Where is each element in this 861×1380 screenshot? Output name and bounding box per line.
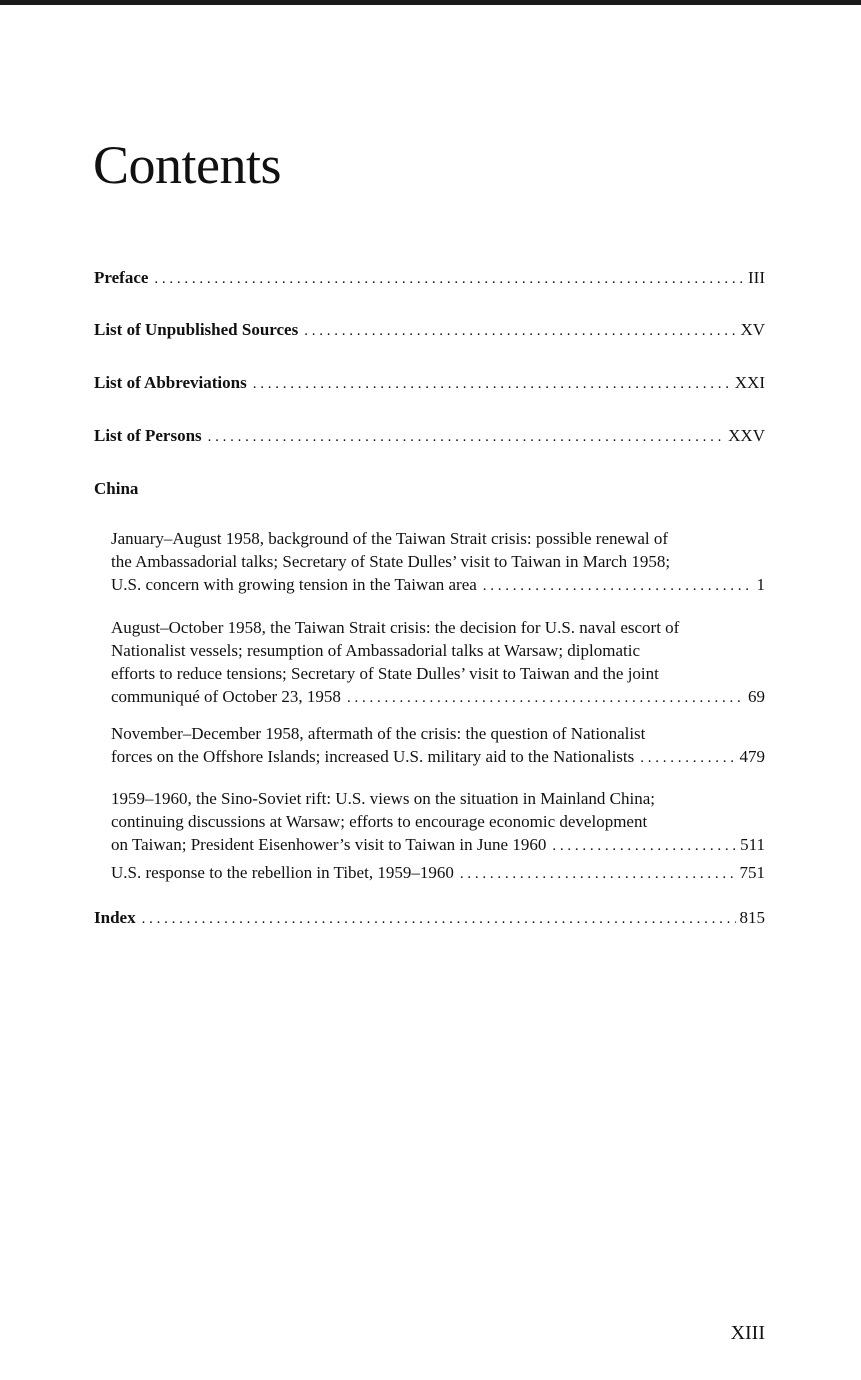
toc-entry-china-1958-background[interactable]	[111, 573, 765, 598]
dot-leader	[460, 862, 736, 886]
toc-entry-label: List of Unpublished Sources	[94, 320, 299, 339]
toc-page-number: 511	[740, 835, 765, 854]
page-folio: XIII	[730, 1322, 765, 1344]
toc-entry-label: U.S. response to the rebellion in Tibet, 1959–1960	[111, 863, 454, 882]
toc-entry-china-tibet-rebellion[interactable]	[111, 861, 765, 886]
toc-page-number: III	[748, 268, 765, 287]
page-title: Contents	[93, 135, 282, 195]
toc-page-number: XV	[740, 320, 765, 339]
toc-entry-persons[interactable]	[94, 424, 765, 449]
top-border-rule	[0, 0, 861, 5]
toc-entry-china-sino-soviet-rift[interactable]	[111, 833, 765, 858]
toc-page-number: 815	[739, 908, 765, 927]
section-heading-china: China	[94, 479, 139, 498]
dot-leader	[154, 267, 744, 291]
entry-text-line: January–August 1958, background of the Taiwan Strait crisis: possible renewal of	[111, 529, 669, 548]
toc-entry-label: List of Abbreviations	[94, 373, 247, 392]
entry-text-line: November–December 1958, aftermath of the crisis: the question of Nationalist	[111, 724, 646, 743]
entry-text-line: Nationalist vessels; resumption of Ambassadorial talks at Warsaw; diplomatic	[111, 641, 641, 660]
entry-text-line: efforts to reduce tensions; Secretary of State Dulles’ visit to Taiwan and the joint	[111, 664, 659, 683]
toc-entry-label: U.S. concern with growing tension in the Taiwan area	[111, 575, 477, 594]
toc-entry-index[interactable]	[94, 906, 765, 931]
toc-page-number: XXI	[734, 373, 765, 392]
toc-page-number: 479	[739, 747, 765, 766]
entry-text-line: 1959–1960, the Sino-Soviet rift: U.S. views on the situation in Mainland China;	[111, 789, 655, 808]
dot-leader	[304, 319, 736, 343]
toc-entry-china-1958-aftermath[interactable]	[111, 745, 765, 770]
dot-leader	[208, 425, 724, 449]
dot-leader	[253, 372, 731, 396]
toc-entry-label: on Taiwan; President Eisenhower’s visit to Taiwan in June 1960	[111, 835, 547, 854]
toc-page-number: 751	[739, 863, 765, 882]
entry-text-line: August–October 1958, the Taiwan Strait crisis: the decision for U.S. naval escort of	[111, 618, 680, 637]
toc-page-number: 1	[756, 575, 765, 594]
toc-entry-abbreviations[interactable]	[94, 371, 765, 396]
dot-leader	[640, 746, 735, 770]
toc-entry-label: Index	[94, 908, 136, 927]
entry-text-line: the Ambassadorial talks; Secretary of State Dulles’ visit to Taiwan in March 1958;	[111, 552, 671, 571]
dot-leader	[552, 834, 736, 858]
toc-entry-preface[interactable]	[94, 266, 765, 291]
toc-page-number: 69	[748, 687, 765, 706]
dot-leader	[347, 686, 744, 710]
toc-page-number: XXV	[728, 426, 765, 445]
entry-text-line: continuing discussions at Warsaw; efforts to encourage economic development	[111, 812, 648, 831]
toc-entry-unpublished-sources[interactable]	[94, 318, 765, 343]
toc-entry-label: Preface	[94, 268, 149, 287]
toc-entry-label: forces on the Offshore Islands; increased U.S. military aid to the Nationalists	[111, 747, 635, 766]
toc-entry-label: List of Persons	[94, 426, 202, 445]
dot-leader	[483, 574, 753, 598]
dot-leader	[142, 907, 736, 931]
toc-entry-china-1958-crisis[interactable]	[111, 685, 765, 710]
toc-entry-label: communiqué of October 23, 1958	[111, 687, 341, 706]
